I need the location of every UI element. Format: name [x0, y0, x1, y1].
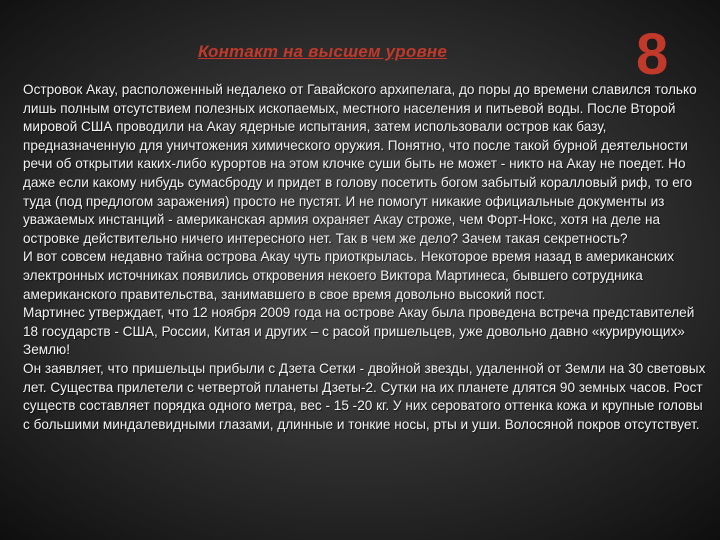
body-paragraph-3: Мартинес утверждает, что 12 ноября 2009 года на острове Акау была проведена встреча представителей 18 государств - США, России, Китая и других – с расой пришельцев, уже довольно давно «курирующих» Землю!	[23, 305, 695, 358]
slide-title: Контакт на высшем уровне	[198, 42, 448, 61]
body-paragraph-4: Он заявляет, что пришельцы прибыли с Дзета Сетки - двойной звезды, удаленной от Земли на 30 световых лет. Существа прилетели с четвертой планеты Дзеты-2. Сутки на их планете длятся 90 земных часов. Рост существ составляет порядка одного метра, вес - 15 -20 кг. У них сероватого оттенка кожа и крупные головы с большими миндалевидными глазами, длинные и тонкие носы, рты и уши. Волосяной покров отсутствует.	[23, 360, 706, 432]
slide-body	[23, 81, 713, 434]
slide-number: 8	[636, 22, 669, 87]
body-paragraph-2: И вот совсем недавно тайна острова Акау чуть приоткрылась. Некоторое время назад в американских электронных источниках появились откровения некоего Виктора Мартинеса, бывшего сотрудника американского правительства, занимавшего в свое время довольно высокий пост.	[23, 249, 675, 302]
body-paragraph-1: Островок Акау, расположенный недалеко от Гавайского архипелага, до поры до времени славился только лишь полным отсутствием полезных ископаемых, местного населения и питьевой воды. После Второй мировой США проводили на Акау ядерные испытания, затем использовали остров как базу, предназначенную для уничтожения химического оружия. Понятно, что после такой бурной деятельности речи об открытии каких-либо курортов на этом клочке суши быть не может - никто на Акау не поедет. Но даже если какому нибудь сумасброду и придет в голову посетить богом забытый коралловый риф, то его туда (под предлогом заражения) просто не пустят. И не помогут никакие официальные документы из уважаемых инстанций - американская армия охраняет Акау строже, чем Форт-Нокс, хотя на деле на островке действительно ничего интересного нет. Так в чем же дело? Зачем такая секретность?	[23, 82, 697, 246]
